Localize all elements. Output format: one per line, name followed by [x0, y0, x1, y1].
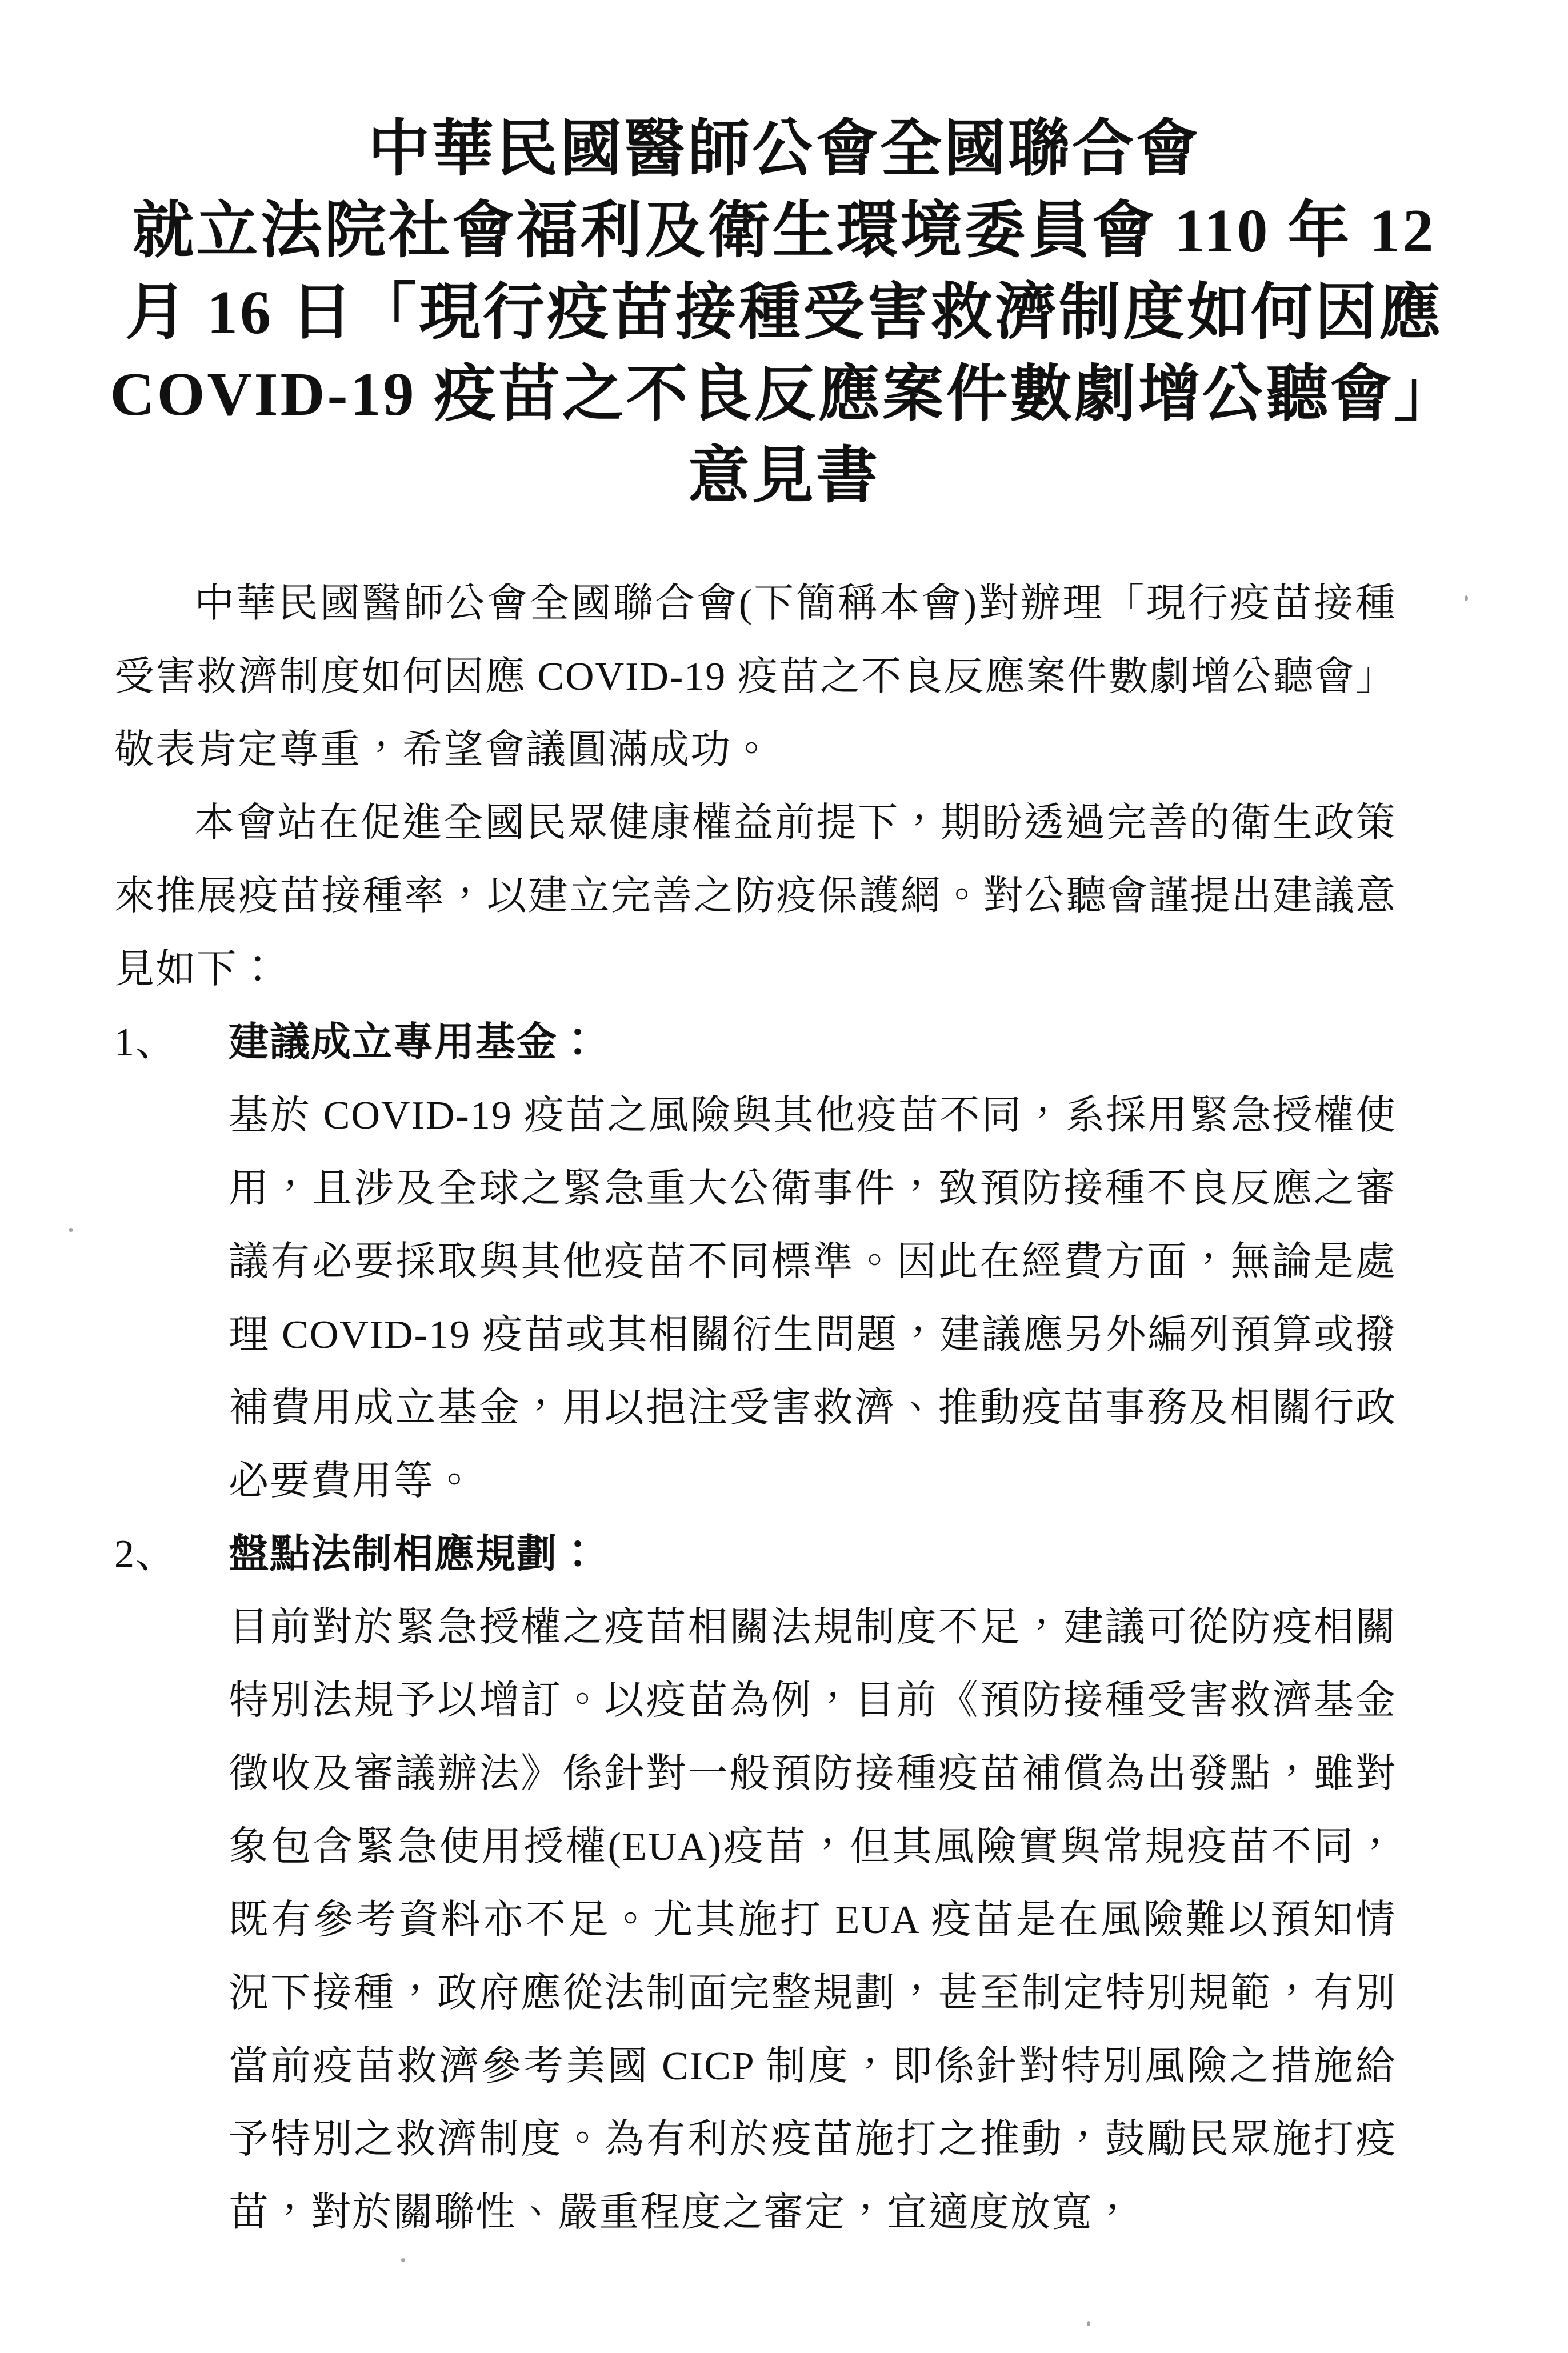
title-line-2: 就立法院社會福利及衛生環境委員會 110 年 12 — [132, 197, 1436, 265]
item-1-heading: 建議成立專用基金： — [229, 1021, 599, 1065]
list-item-2 — [114, 1518, 1397, 2250]
scan-speck — [401, 2258, 405, 2262]
scan-speck — [1465, 595, 1468, 601]
paragraph-intro: 本會站在促進全國民眾健康權益前提下，期盼透過完善的衛生政策來推展疫苗接種率，以建立完善之防疫保護網。對公聽會謹提出建議意見如下： — [114, 801, 1397, 991]
scan-speck — [1087, 2321, 1090, 2326]
title-line-3: 月 16 日「現行疫苗接種受害救濟制度如何因應 — [125, 279, 1443, 347]
item-1-body: 基於 COVID-19 疫苗之風險與其他疫苗不同，系採用緊急授權使用，且涉及全球之緊急重大公衛事件，致預防接種不良反應之審議有必要採取與其他疫苗不同標準。因此在經費方面，無論是處理 COVID-19 疫苗或其相關衍生問題，建議應另外編列預算或撥補費用成立基金，用以挹注受害救濟、推動疫苗事務及相關行政必要費用等。 — [229, 1094, 1397, 1503]
document-title — [0, 0, 1568, 517]
paragraph-opening: 中華民國醫師公會全國聯合會(下簡稱本會)對辦理「現行疫苗接種受害救濟制度如何因應 COVID-19 疫苗之不良反應案件數劇增公聽會」敬表肯定尊重，希望會議圓滿成功。 — [114, 582, 1397, 772]
list-item-1 — [114, 1006, 1397, 1518]
item-2-body: 目前對於緊急授權之疫苗相關法規制度不足，建議可從防疫相關特別法規予以增訂。以疫苗為例，目前《預防接種受害救濟基金徵收及審議辦法》係針對一般預防接種疫苗補償為出發點，雖對象包含緊急使用授權(EUA)疫苗，但其風險實與常規疫苗不同，既有參考資料亦不足。尤其施打 EUA 疫苗是在風險難以預知情況下接種，政府應從法制面完整規劃，甚至制定特別規範，有別當前疫苗救濟參考美國 CICP 制度，即係針對特別風險之措施給予特別之救濟制度。為有利於疫苗施打之推動，鼓勵民眾施打疫苗，對於關聯性、嚴重程度之審定，宜適度放寬， — [229, 1606, 1397, 2235]
item-1-content — [229, 1006, 1397, 1518]
title-line-1: 中華民國醫師公會全國聯合會 — [367, 115, 1200, 183]
document-body — [0, 567, 1568, 2250]
item-1-number: 1、 — [114, 1021, 177, 1065]
item-2-heading: 盤點法制相應規劃： — [229, 1532, 599, 1576]
item-2-number: 2、 — [114, 1532, 177, 1576]
title-line-5: 意見書 — [687, 442, 880, 510]
scan-speck — [69, 1228, 73, 1232]
item-2-content — [229, 1518, 1397, 2250]
title-line-4: COVID-19 疫苗之不良反應案件數劇增公聽會」 — [110, 361, 1458, 429]
